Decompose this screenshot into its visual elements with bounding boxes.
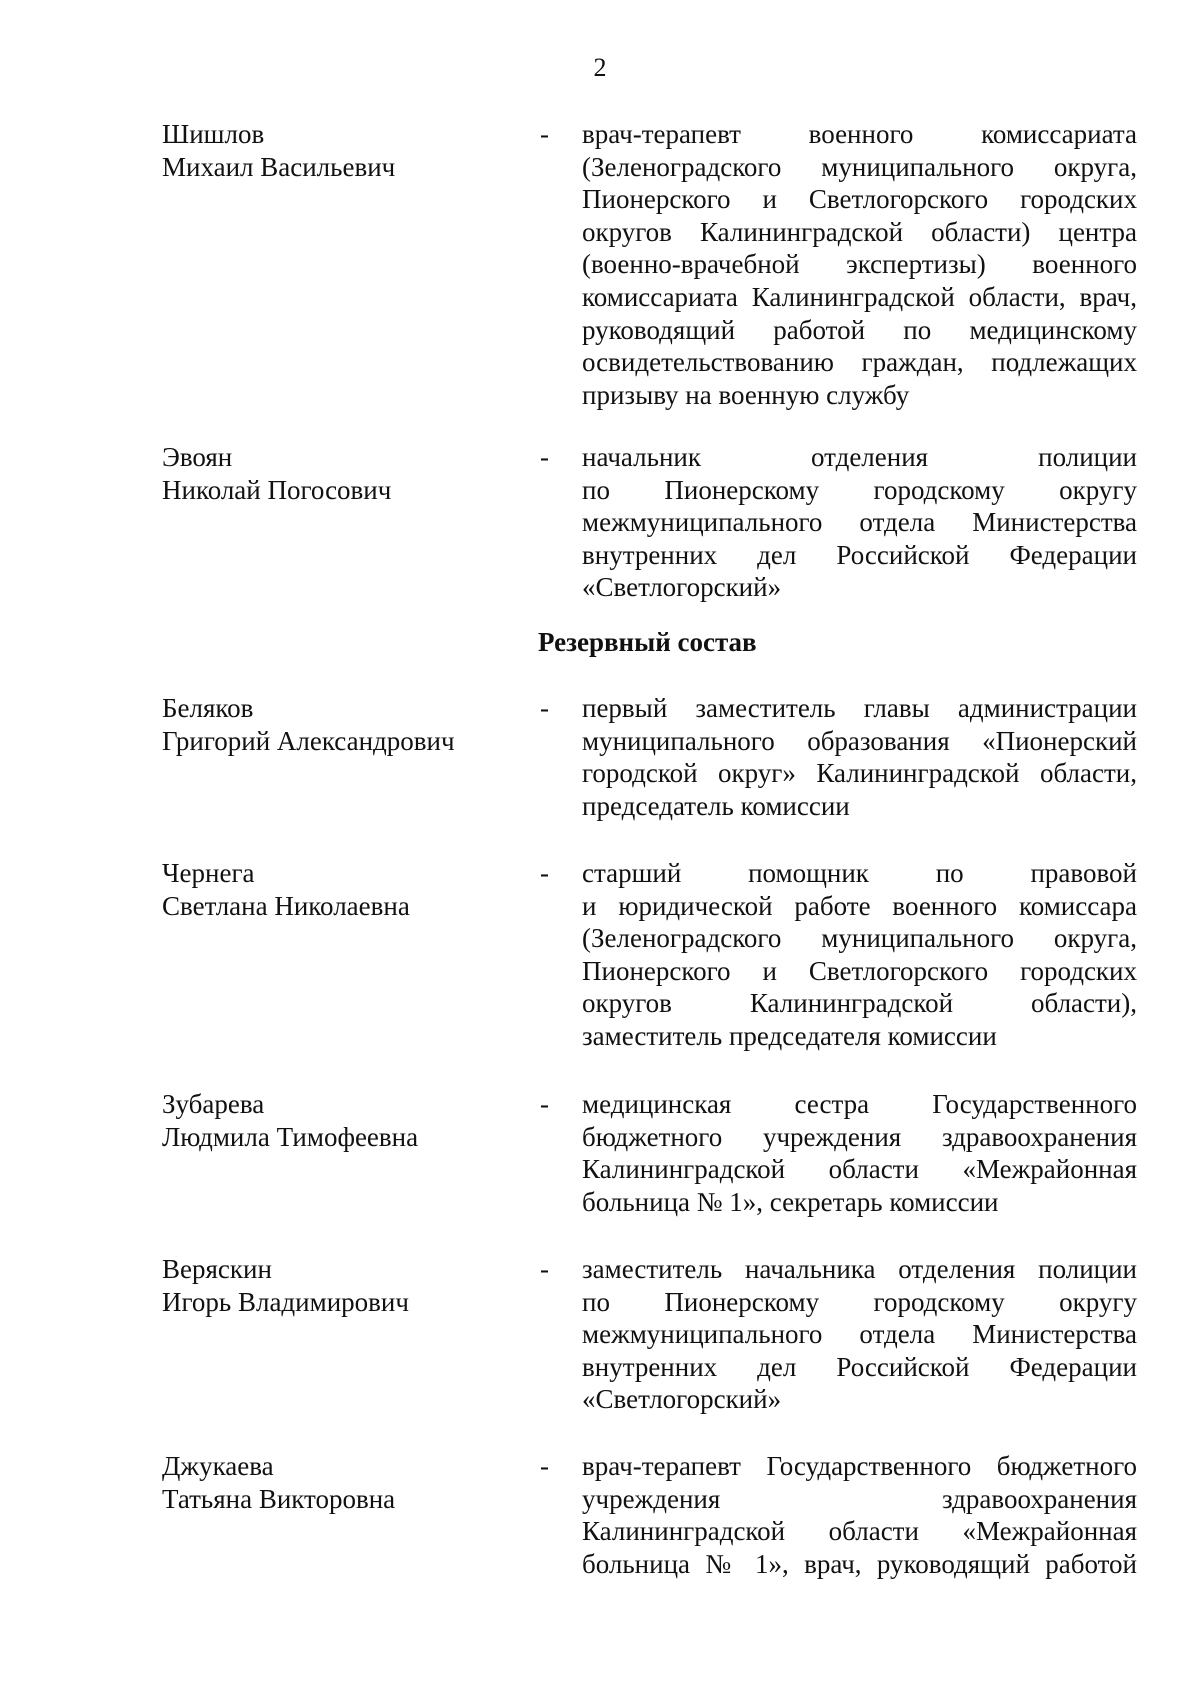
position-line: Пионерского и Светлогорского городских bbox=[582, 955, 1137, 986]
member-name bbox=[162, 1088, 522, 1153]
member-surname: Эвоян bbox=[162, 442, 233, 472]
position-line: призыву на военную службу bbox=[582, 379, 910, 410]
position-line: больница № 1», врач, руководящий работой bbox=[582, 1548, 1137, 1579]
member-given-names: Игорь Владимирович bbox=[162, 1286, 409, 1317]
member-position bbox=[582, 692, 1137, 822]
position-line: заместитель председателя комиссии bbox=[582, 1020, 997, 1051]
dash-separator: - bbox=[540, 858, 549, 888]
dash-separator: - bbox=[540, 693, 549, 723]
position-line: врач-терапевт военного комиссариата bbox=[582, 119, 1137, 149]
member-given-names: Григорий Александрович bbox=[162, 725, 455, 756]
member-position bbox=[582, 1088, 1137, 1218]
member-surname: Чернега bbox=[162, 858, 255, 888]
position-line: Пионерского и Светлогорского городских bbox=[582, 184, 1137, 215]
position-line: муниципального образования «Пионерский bbox=[582, 725, 1137, 756]
member-surname: Шишлов bbox=[162, 119, 265, 149]
member-given-names: Татьяна Викторовна bbox=[162, 1483, 396, 1514]
member-given-names: Людмила Тимофеевна bbox=[162, 1121, 419, 1152]
position-line: начальник отделения полиции bbox=[582, 442, 1137, 472]
page-number: 2 bbox=[593, 53, 607, 82]
position-line: Калининградской области «Межрайонная bbox=[582, 1154, 1137, 1185]
position-line: больница № 1», секретарь комиссии bbox=[582, 1186, 999, 1217]
position-line: внутренних дел Российской Федерации bbox=[582, 1351, 1137, 1382]
position-line: округов Калининградской области), bbox=[582, 988, 1137, 1019]
member-given-names: Николай Погосович bbox=[162, 474, 392, 505]
member-surname: Зубарева bbox=[162, 1089, 265, 1119]
member-position bbox=[582, 441, 1137, 604]
position-line: городской округ» Калининградской области, bbox=[582, 758, 1137, 789]
member-position bbox=[582, 1253, 1137, 1416]
member-given-names: Михаил Васильевич bbox=[162, 151, 396, 182]
member-name bbox=[162, 118, 522, 183]
member-name bbox=[162, 441, 522, 506]
position-line: и юридической работе военного комиссара bbox=[582, 890, 1137, 921]
reserve-composition-heading: Резервный состав bbox=[538, 627, 757, 657]
position-line: бюджетного учреждения здравоохранения bbox=[582, 1121, 1137, 1152]
position-line: по Пионерскому городскому округу bbox=[582, 474, 1137, 505]
position-line: межмуниципального отдела Министерства bbox=[582, 1319, 1137, 1350]
position-line: «Светлогорский» bbox=[582, 572, 782, 603]
position-line: «Светлогорский» bbox=[582, 1384, 782, 1415]
member-surname: Веряскин bbox=[162, 1254, 272, 1284]
position-line: старший помощник по правовой bbox=[582, 858, 1137, 888]
position-line: заместитель начальника отделения полиции bbox=[582, 1254, 1137, 1284]
member-given-names: Светлана Николаевна bbox=[162, 890, 410, 921]
dash-separator: - bbox=[540, 1089, 549, 1119]
dash-separator: - bbox=[540, 1451, 549, 1481]
member-position bbox=[582, 118, 1137, 411]
member-surname: Беляков bbox=[162, 693, 254, 723]
position-line: (Зеленоградского муниципального округа, bbox=[582, 923, 1137, 954]
position-line: комиссариата Калининградской области, врач, bbox=[582, 281, 1137, 312]
member-position bbox=[582, 857, 1137, 1053]
position-line: (Зеленоградского муниципального округа, bbox=[582, 151, 1137, 182]
position-line: руководящий работой по медицинскому bbox=[582, 314, 1137, 345]
member-name bbox=[162, 1253, 522, 1318]
member-position bbox=[582, 1450, 1137, 1580]
dash-separator: - bbox=[540, 1254, 549, 1284]
dash-separator: - bbox=[540, 119, 549, 149]
position-line: первый заместитель главы администрации bbox=[582, 693, 1137, 723]
dash-separator: - bbox=[540, 442, 549, 472]
position-line: по Пионерскому городскому округу bbox=[582, 1286, 1137, 1317]
position-line: медицинская сестра Государственного bbox=[582, 1089, 1137, 1119]
position-line: межмуниципального отдела Министерства bbox=[582, 507, 1137, 538]
position-line: (военно-врачебной экспертизы) военного bbox=[582, 249, 1137, 280]
position-line: врач-терапевт Государственного бюджетного bbox=[582, 1451, 1137, 1481]
position-line: освидетельствованию граждан, подлежащих bbox=[582, 347, 1137, 378]
position-line: Калининградской области «Межрайонная bbox=[582, 1516, 1137, 1547]
member-name bbox=[162, 1450, 522, 1515]
member-surname: Джукаева bbox=[162, 1451, 274, 1481]
member-name bbox=[162, 692, 522, 757]
position-line: внутренних дел Российской Федерации bbox=[582, 539, 1137, 570]
position-line: председатель комиссии bbox=[582, 790, 850, 821]
position-line: округов Калининградской области) центра bbox=[582, 216, 1137, 247]
position-line: учреждения здравоохранения bbox=[582, 1483, 1137, 1514]
member-name bbox=[162, 857, 522, 922]
